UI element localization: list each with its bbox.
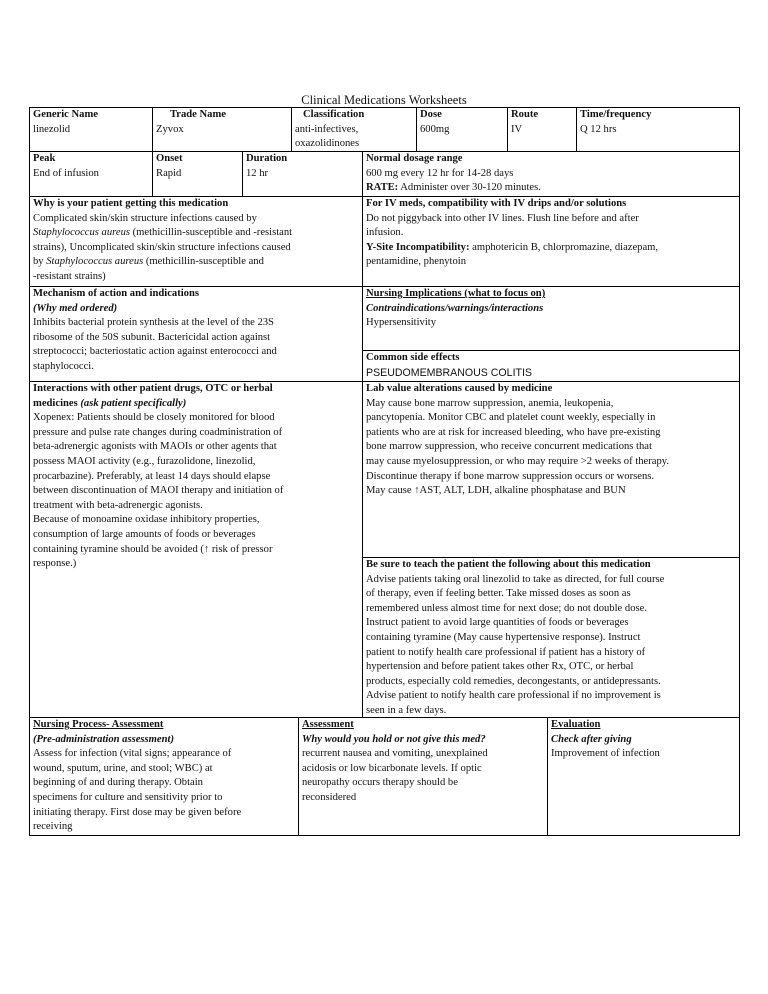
patient-teaching-line: hypertension and before patient takes other Rx, OTC, or herbal	[366, 661, 634, 673]
peak-label: Peak	[33, 153, 56, 164]
route-label: Route	[511, 109, 539, 120]
normal-dosage-label: Normal dosage range	[366, 153, 463, 164]
nursing-implications-line: Hypersensitivity	[366, 317, 437, 329]
classification-value-1: anti-infectives,	[295, 123, 359, 135]
evaluation-heading: Evaluation	[551, 719, 601, 730]
generic-name-value: linezolid	[33, 123, 71, 135]
side-effects-value: PSEUDOMEMBRANOUS COLITIS	[366, 366, 532, 379]
route-value: IV	[511, 123, 523, 135]
mechanism-line: ribosome of the 50S subunit. Bactericidal action against	[33, 331, 271, 343]
interactions-cell	[29, 381, 363, 718]
interactions-heading: Interactions with other patient drugs, OTC or herbal	[33, 383, 273, 394]
interactions-line: procarbazine). Preferably, at least 14 days should elapse	[33, 470, 271, 482]
why-med-line: (methicillin-susceptible and	[143, 256, 264, 268]
interactions-subheading: (ask patient specifically)	[80, 397, 187, 409]
assessment-cell	[298, 717, 548, 836]
why-med-cell	[29, 196, 363, 287]
page-title: Clinical Medications Worksheets	[301, 93, 467, 107]
nursing-implications-heading: Nursing Implications (what to focus on)	[366, 288, 546, 299]
onset-value: Rapid	[156, 167, 182, 179]
iv-compatibility-line: pentamidine, phenytoin	[366, 256, 467, 268]
nursing-implications-cell	[362, 286, 740, 351]
interactions-line: treatment with beta-adrenergic agonists.	[33, 499, 203, 511]
nursing-process-line: specimens for culture and sensitivity prior to	[33, 791, 223, 803]
classification-cell	[291, 107, 417, 152]
iv-compatibility-line: Do not piggyback into other IV lines. Flush line before and after	[366, 212, 639, 224]
evaluation-value: Improvement of infection	[551, 748, 660, 760]
patient-teaching-line: Advise patients taking oral linezolid to take as directed, for full course	[366, 573, 665, 585]
iv-compatibility-line: infusion.	[366, 227, 404, 239]
iv-compatibility-line: amphotericin B, chlorpromazine, diazepam,	[469, 241, 659, 253]
patient-teaching-line: seen in a few days.	[366, 704, 447, 716]
lab-values-line: patients who are at risk for increased bleeding, who have pre-existing	[366, 426, 661, 438]
route-cell	[507, 107, 577, 152]
time-frequency-cell	[576, 107, 740, 152]
organism-name: Staphylococcus aureus	[33, 227, 130, 239]
normal-dosage-value: 600 mg every 12 hr for 14-28 days	[366, 167, 514, 179]
patient-teaching-cell	[362, 557, 740, 718]
why-med-heading: Why is your patient getting this medication	[33, 198, 229, 209]
duration-label: Duration	[246, 153, 288, 164]
interactions-line: beta-adrenergic agonists with MAOIs or other agents that	[33, 441, 277, 453]
side-effects-heading: Common side effects	[366, 352, 460, 363]
interactions-line: containing tyramine should be avoided (↑ risk of pressor	[33, 543, 273, 555]
iv-compatibility-cell	[362, 196, 740, 287]
lab-values-line: May cause ↑AST, ALT, LDH, alkaline phosphatase and BUN	[366, 485, 626, 497]
mechanism-line: streptococci; bacteriostatic action against enterococci and	[33, 346, 277, 358]
interactions-line: possess MAOI activity (e.g., furazolidone, linezolid,	[33, 455, 256, 467]
time-frequency-value: Q 12 hrs	[580, 123, 617, 135]
normal-dosage-cell	[362, 151, 740, 197]
lab-values-line: Discontinue therapy if bone marrow suppression occurs or worsens.	[366, 470, 655, 482]
lab-values-line: bone marrow suppression, who receive concurrent medications that	[366, 441, 652, 453]
nursing-process-heading: Nursing Process- Assessment	[33, 719, 164, 730]
nursing-process-line: wound, sputum, urine, and stool; WBC) at	[33, 762, 213, 774]
nursing-implications-subheading: Contraindications/warnings/interactions	[366, 302, 544, 314]
assessment-line: acidosis or low bicarbonate levels. If optic	[302, 762, 482, 774]
interactions-heading: medicines	[33, 397, 81, 409]
mechanism-line: Inhibits bacterial protein synthesis at the level of the 23S	[33, 317, 274, 329]
rate-value: Administer over 30-120 minutes.	[398, 182, 541, 194]
lab-values-heading: Lab value alterations caused by medicine	[366, 383, 553, 394]
assessment-line: neuropathy occurs therapy should be	[302, 777, 458, 789]
peak-cell	[29, 151, 153, 197]
duration-cell	[242, 151, 363, 197]
patient-teaching-heading: Be sure to teach the patient the following about this medication	[366, 559, 651, 570]
lab-values-line: may cause myelosuppression, or who may require >2 weeks of therapy.	[366, 455, 670, 467]
mechanism-heading: Mechanism of action and indications	[33, 288, 199, 299]
interactions-line: pressure and pulse rate changes during coadministration of	[33, 426, 283, 438]
patient-teaching-line: Instruct patient to avoid large quantities of foods or beverages	[366, 617, 629, 629]
interactions-line: Because of monoamine oxidase inhibitory properties,	[33, 514, 260, 526]
evaluation-cell	[547, 717, 740, 836]
patient-teaching-line: Advise patient to notify health care professional if no improvement is	[366, 690, 661, 702]
patient-teaching-line: remembered unless almost time for next dose; do not double dose.	[366, 602, 647, 614]
iv-compatibility-heading: For IV meds, compatibility with IV drips and/or solutions	[366, 198, 627, 209]
mechanism-subheading: (Why med ordered)	[33, 302, 118, 314]
patient-teaching-line: containing tyramine (May cause hypertensive response). Instruct	[366, 631, 641, 643]
generic-name-label: Generic Name	[33, 109, 99, 120]
mechanism-cell	[29, 286, 363, 382]
evaluation-subheading: Check after giving	[551, 733, 632, 745]
why-med-line: (methicillin-susceptible and -resistant	[130, 227, 293, 239]
lab-values-line: pancytopenia. Monitor CBC and platelet count weekly, especially in	[366, 412, 656, 424]
peak-value: End of infusion	[33, 167, 99, 179]
rate-label: RATE:	[366, 182, 399, 194]
nursing-process-subheading: (Pre-administration assessment)	[33, 733, 174, 745]
onset-label: Onset	[156, 153, 183, 164]
onset-cell	[152, 151, 243, 197]
mechanism-line: staphylococci.	[33, 360, 94, 372]
trade-name-cell	[152, 107, 292, 152]
classification-value-2: oxazolidinones	[295, 138, 360, 150]
nursing-process-line: beginning of and during therapy. Obtain	[33, 777, 203, 789]
patient-teaching-line: of therapy, even if feeling better. Take missed doses as soon as	[366, 588, 631, 600]
dose-value: 600mg	[420, 123, 450, 135]
why-med-line: Complicated skin/skin structure infections caused by	[33, 212, 257, 224]
trade-name-value: Zyvox	[156, 123, 184, 135]
interactions-line: consumption of large amounts of foods or beverages	[33, 528, 256, 540]
interactions-line: response.)	[33, 558, 77, 570]
patient-teaching-line: products, especially cold remedies, decongestants, or antidepressants.	[366, 675, 661, 687]
assessment-heading: Assessment	[302, 719, 354, 730]
duration-value: 12 hr	[246, 167, 269, 179]
why-med-line: strains), Uncomplicated skin/skin structure infections caused	[33, 241, 291, 253]
nursing-process-line: Assess for infection (vital signs; appearance of	[33, 748, 232, 760]
assessment-line: reconsidered	[302, 791, 357, 803]
classification-label: Classification	[303, 109, 365, 120]
patient-teaching-line: patient to notify health care professional if patient has a history of	[366, 646, 646, 658]
assessment-subheading: Why would you hold or not give this med?	[302, 733, 486, 745]
nursing-process-line: receiving	[33, 821, 73, 833]
interactions-line: Xopenex: Patients should be closely monitored for blood	[33, 412, 275, 424]
dose-label: Dose	[420, 109, 442, 120]
dose-cell	[416, 107, 508, 152]
organism-name: Staphylococcus aureus	[46, 256, 144, 268]
nursing-process-line: initiating therapy. First dose may be given before	[33, 806, 242, 818]
time-frequency-label: Time/frequency	[580, 109, 652, 120]
generic-name-cell	[29, 107, 153, 152]
y-site-label: Y-Site Incompatibility:	[366, 241, 470, 253]
lab-values-cell	[362, 381, 740, 558]
why-med-line: -resistant strains)	[33, 270, 106, 282]
interactions-line: between discontinuation of MAOI therapy and initiation of	[33, 485, 284, 497]
nursing-process-assessment-cell	[29, 717, 299, 836]
why-med-line: by	[33, 256, 47, 268]
lab-values-line: May cause bone marrow suppression, anemia, leukopenia,	[366, 397, 614, 409]
assessment-line: recurrent nausea and vomiting, unexplained	[302, 748, 488, 760]
trade-name-label: Trade Name	[170, 109, 226, 120]
side-effects-cell	[362, 350, 740, 382]
